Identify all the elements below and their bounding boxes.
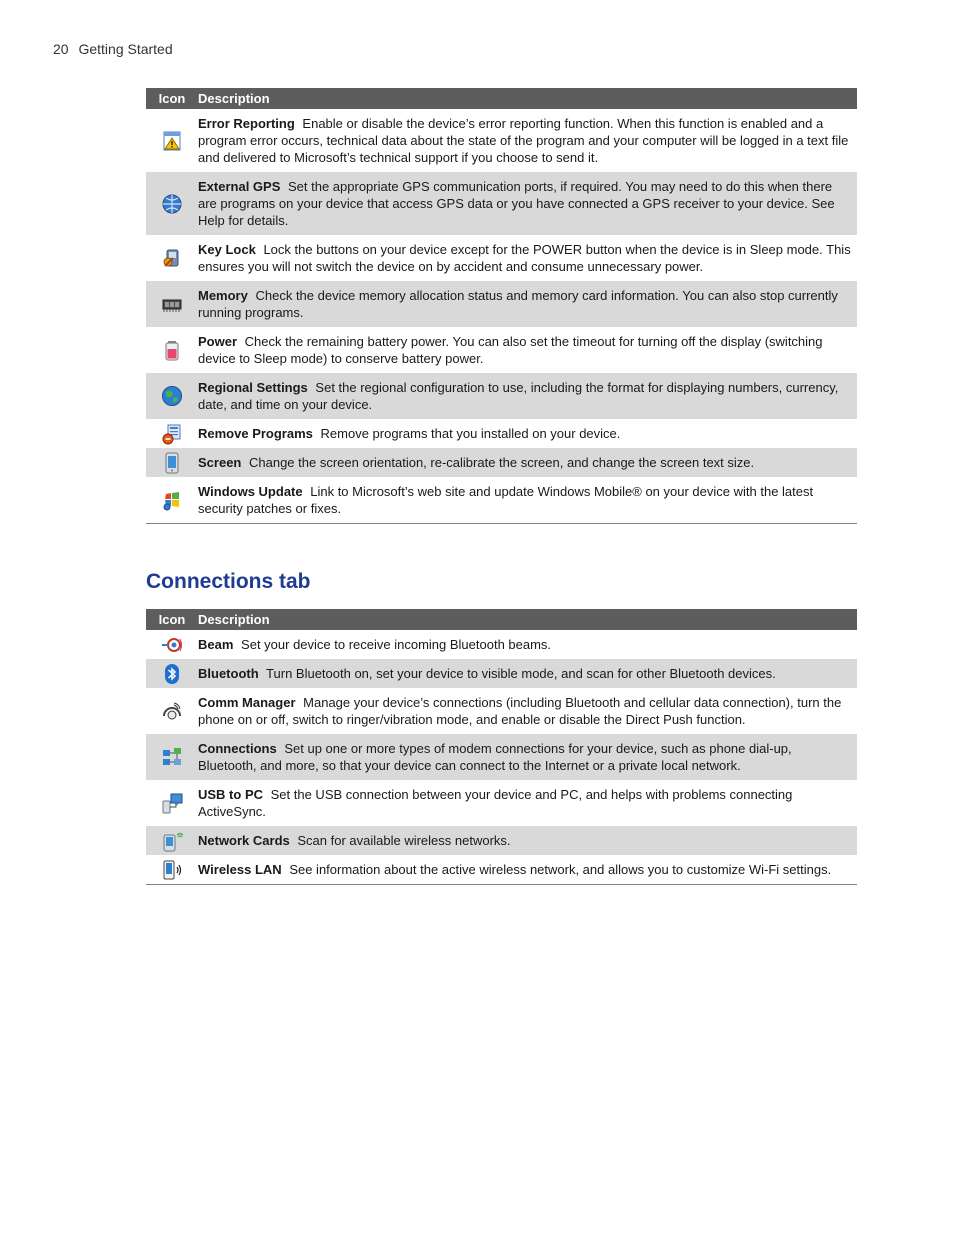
setting-description: See information about the active wireless network, and allows you to customize Wi-Fi settings. [289, 862, 832, 877]
table-row [146, 477, 857, 524]
windows-update-icon [160, 488, 184, 512]
setting-description: Turn Bluetooth on, set your device to visible mode, and scan for other Bluetooth devices. [266, 666, 776, 681]
screen-icon [160, 451, 184, 475]
icon-cell [146, 327, 198, 373]
setting-description: Remove programs that you installed on your device. [320, 426, 621, 441]
setting-name: Windows Update [198, 484, 303, 499]
setting-description: Check the remaining battery power. You can also set the timeout for turning off the display (switching device to Sleep mode) to conserve battery power. [198, 334, 823, 366]
setting-name: External GPS [198, 179, 281, 194]
description-column-header: Description [198, 88, 857, 109]
description-cell [198, 327, 857, 373]
icon-column-header: Icon [146, 609, 198, 630]
description-cell [198, 419, 857, 448]
table-row [146, 630, 857, 659]
setting-name: Power [198, 334, 238, 349]
description-cell [198, 659, 857, 688]
setting-name: Connections [198, 741, 277, 756]
setting-description: Enable or disable the device’s error reporting function. When this function is enabled and a program error occurs, technical data about the state of the program and your computer will be logged in a text file and delivered to Microsoft’s technical support if you choose to send it. [198, 116, 849, 165]
regional-settings-icon [160, 384, 184, 408]
error-reporting-icon [160, 129, 184, 153]
description-cell [198, 855, 857, 885]
icon-cell [146, 172, 198, 235]
setting-name: Memory [198, 288, 248, 303]
wireless-lan-icon [160, 858, 184, 882]
description-cell [198, 373, 857, 419]
setting-name: Screen [198, 455, 242, 470]
power-icon [160, 338, 184, 362]
setting-description: Set the appropriate GPS communication ports, if required. You may need to do this when there are programs on your device that access GPS data or you have connected a GPS receiver to your device. See Help for details. [198, 179, 835, 228]
setting-name: Regional Settings [198, 380, 308, 395]
remove-programs-icon [160, 422, 184, 446]
setting-description: Check the device memory allocation status and memory card information. You can also stop currently running programs. [198, 288, 838, 320]
external-gps-icon [160, 192, 184, 216]
setting-name: Remove Programs [198, 426, 313, 441]
page-header [53, 41, 173, 57]
description-cell [198, 734, 857, 780]
icon-cell [146, 659, 198, 688]
icon-cell [146, 630, 198, 659]
description-cell [198, 780, 857, 826]
description-cell [198, 109, 857, 172]
table-row [146, 419, 857, 448]
description-cell [198, 448, 857, 477]
setting-name: Key Lock [198, 242, 256, 257]
icon-cell [146, 448, 198, 477]
section-name: Getting Started [78, 41, 173, 57]
setting-description: Link to Microsoft’s web site and update Windows Mobile® on your device with the latest security patches or fixes. [198, 484, 814, 516]
table-row [146, 688, 857, 734]
description-cell [198, 235, 857, 281]
system-settings-table [146, 88, 857, 524]
table-row [146, 281, 857, 327]
connections-icon [160, 745, 184, 769]
icon-cell [146, 477, 198, 524]
table-header-row [146, 88, 857, 109]
icon-cell [146, 419, 198, 448]
table-row [146, 109, 857, 172]
setting-description: Scan for available wireless networks. [297, 833, 511, 848]
table-row [146, 235, 857, 281]
table-row [146, 780, 857, 826]
section-title: Connections tab [146, 570, 311, 593]
icon-cell [146, 734, 198, 780]
description-cell [198, 826, 857, 855]
key-lock-icon [160, 246, 184, 270]
setting-description: Set the USB connection between your device and PC, and helps with problems connecting ActiveSync. [198, 787, 793, 819]
setting-name: Bluetooth [198, 666, 259, 681]
memory-icon [160, 292, 184, 316]
setting-name: Network Cards [198, 833, 290, 848]
description-cell [198, 688, 857, 734]
description-cell [198, 281, 857, 327]
setting-description: Set up one or more types of modem connections for your device, such as phone dial-up, Bluetooth, and more, so that your device can connect to the Internet or a private local network. [198, 741, 792, 773]
connections-table [146, 609, 857, 885]
network-cards-icon [160, 829, 184, 853]
beam-icon [160, 633, 184, 657]
icon-cell [146, 235, 198, 281]
icon-column-header: Icon [146, 88, 198, 109]
icon-cell [146, 281, 198, 327]
description-cell [198, 630, 857, 659]
setting-name: USB to PC [198, 787, 263, 802]
setting-name: Error Reporting [198, 116, 295, 131]
bluetooth-icon [160, 662, 184, 686]
icon-cell [146, 855, 198, 885]
table-row [146, 172, 857, 235]
setting-description: Set your device to receive incoming Bluetooth beams. [241, 637, 552, 652]
table-row [146, 327, 857, 373]
description-column-header: Description [198, 609, 857, 630]
table-row [146, 373, 857, 419]
setting-name: Wireless LAN [198, 862, 282, 877]
setting-name: Comm Manager [198, 695, 296, 710]
usb-to-pc-icon [160, 791, 184, 815]
table-header-row [146, 609, 857, 630]
setting-name: Beam [198, 637, 234, 652]
table-row [146, 855, 857, 885]
table-row [146, 734, 857, 780]
icon-cell [146, 826, 198, 855]
icon-cell [146, 373, 198, 419]
icon-cell [146, 109, 198, 172]
setting-description: Manage your device’s connections (including Bluetooth and cellular data connection), turn the phone on or off, switch to ringer/vibration mode, and enable or disable the Direct Push function. [198, 695, 842, 727]
icon-cell [146, 780, 198, 826]
description-cell [198, 172, 857, 235]
description-cell [198, 477, 857, 524]
icon-cell [146, 688, 198, 734]
table-row [146, 659, 857, 688]
setting-description: Set the regional configuration to use, including the format for displaying numbers, currency, date, and time on your device. [198, 380, 839, 412]
setting-description: Change the screen orientation, re-calibrate the screen, and change the screen text size. [249, 455, 755, 470]
setting-description: Lock the buttons on your device except for the POWER button when the device is in Sleep mode. This ensures you will not switch the device on by accident and consume unnecessary power. [198, 242, 851, 274]
comm-manager-icon [160, 699, 184, 723]
page-number: 20 [53, 41, 69, 57]
table-row [146, 826, 857, 855]
table-row [146, 448, 857, 477]
